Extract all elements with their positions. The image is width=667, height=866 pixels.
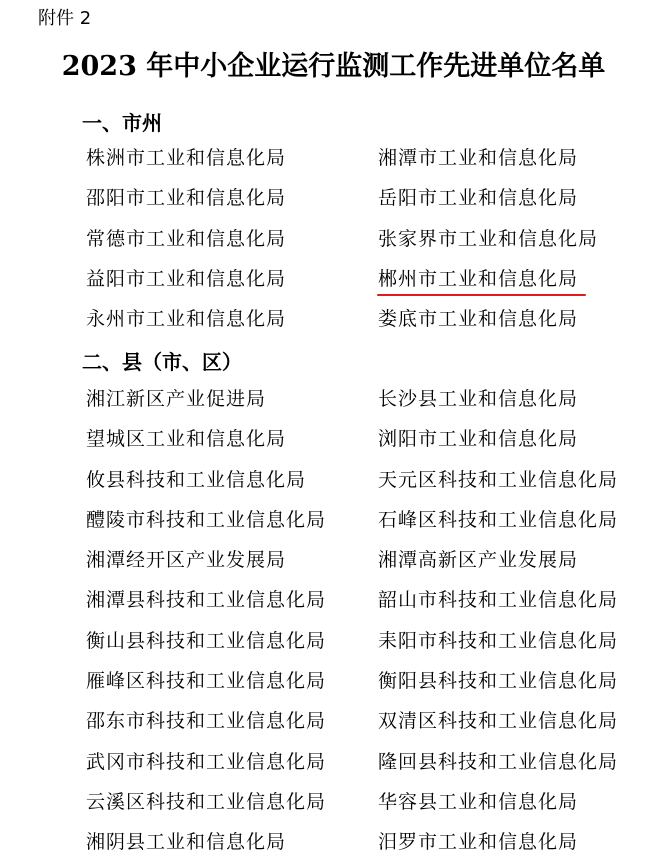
list-item: 湘潭县科技和工业信息化局 [86, 589, 327, 612]
list-item: 云溪区科技和工业信息化局 [86, 790, 327, 813]
list-item: 衡山县科技和工业信息化局 [86, 629, 327, 652]
list-item: 张家界市工业和信息化局 [378, 227, 599, 250]
list-row [0, 701, 667, 741]
list-item: 湘阴县工业和信息化局 [86, 831, 287, 854]
list-item-highlighted: 郴州市工业和信息化局 [378, 267, 579, 290]
section-heading-counties: 二、县（市、区） [82, 350, 242, 374]
list-row [0, 138, 667, 178]
list-item: 湘潭高新区产业发展局 [378, 549, 579, 572]
list-item: 浏阳市工业和信息化局 [378, 428, 579, 451]
highlight-underline [377, 294, 586, 296]
list-row [0, 621, 667, 661]
section-heading-cities: 一、市州 [82, 111, 162, 135]
list-item: 双清区科技和工业信息化局 [378, 710, 619, 733]
list-item: 隆回县科技和工业信息化局 [378, 750, 619, 773]
attachment-label: 附件 2 [38, 8, 92, 29]
list-item: 湘潭市工业和信息化局 [378, 147, 579, 169]
list-item: 益阳市工业和信息化局 [86, 267, 287, 290]
list-item: 娄底市工业和信息化局 [378, 308, 579, 331]
list-item: 永州市工业和信息化局 [86, 308, 287, 331]
list-row [0, 299, 667, 339]
list-row [0, 580, 667, 620]
list-row [0, 661, 667, 701]
list-item: 邵阳市工业和信息化局 [86, 187, 287, 210]
list-row [0, 460, 667, 500]
list-row [0, 500, 667, 540]
list-row [0, 540, 667, 580]
list-item: 雁峰区科技和工业信息化局 [86, 670, 327, 693]
list-item: 石峰区科技和工业信息化局 [378, 508, 619, 531]
county-list [0, 379, 667, 863]
list-item: 邵东市科技和工业信息化局 [86, 710, 327, 733]
city-list [0, 138, 667, 339]
list-row [0, 178, 667, 218]
list-row [0, 742, 667, 782]
list-item: 天元区科技和工业信息化局 [378, 468, 619, 491]
list-item: 醴陵市科技和工业信息化局 [86, 508, 327, 531]
list-item: 湘潭经开区产业发展局 [86, 549, 287, 572]
list-item: 岳阳市工业和信息化局 [378, 187, 579, 210]
list-item: 望城区工业和信息化局 [86, 428, 287, 451]
list-item: 武冈市科技和工业信息化局 [86, 750, 327, 773]
list-item: 长沙县工业和信息化局 [378, 388, 579, 410]
list-row [0, 822, 667, 862]
list-row [0, 379, 667, 419]
list-row [0, 219, 667, 259]
list-row [0, 419, 667, 459]
list-item: 衡阳县科技和工业信息化局 [378, 670, 619, 693]
list-item: 耒阳市科技和工业信息化局 [378, 629, 619, 652]
page-title: 2023 年中小企业运行监测工作先进单位名单 [61, 51, 606, 82]
list-row [0, 782, 667, 822]
list-item: 韶山市科技和工业信息化局 [378, 589, 619, 612]
list-item: 湘江新区产业促进局 [86, 388, 267, 410]
list-item: 株洲市工业和信息化局 [86, 147, 287, 169]
list-item: 华容县工业和信息化局 [378, 790, 579, 813]
list-item: 攸县科技和工业信息化局 [86, 468, 307, 491]
list-item: 汨罗市工业和信息化局 [378, 831, 579, 854]
list-item: 常德市工业和信息化局 [86, 227, 287, 250]
